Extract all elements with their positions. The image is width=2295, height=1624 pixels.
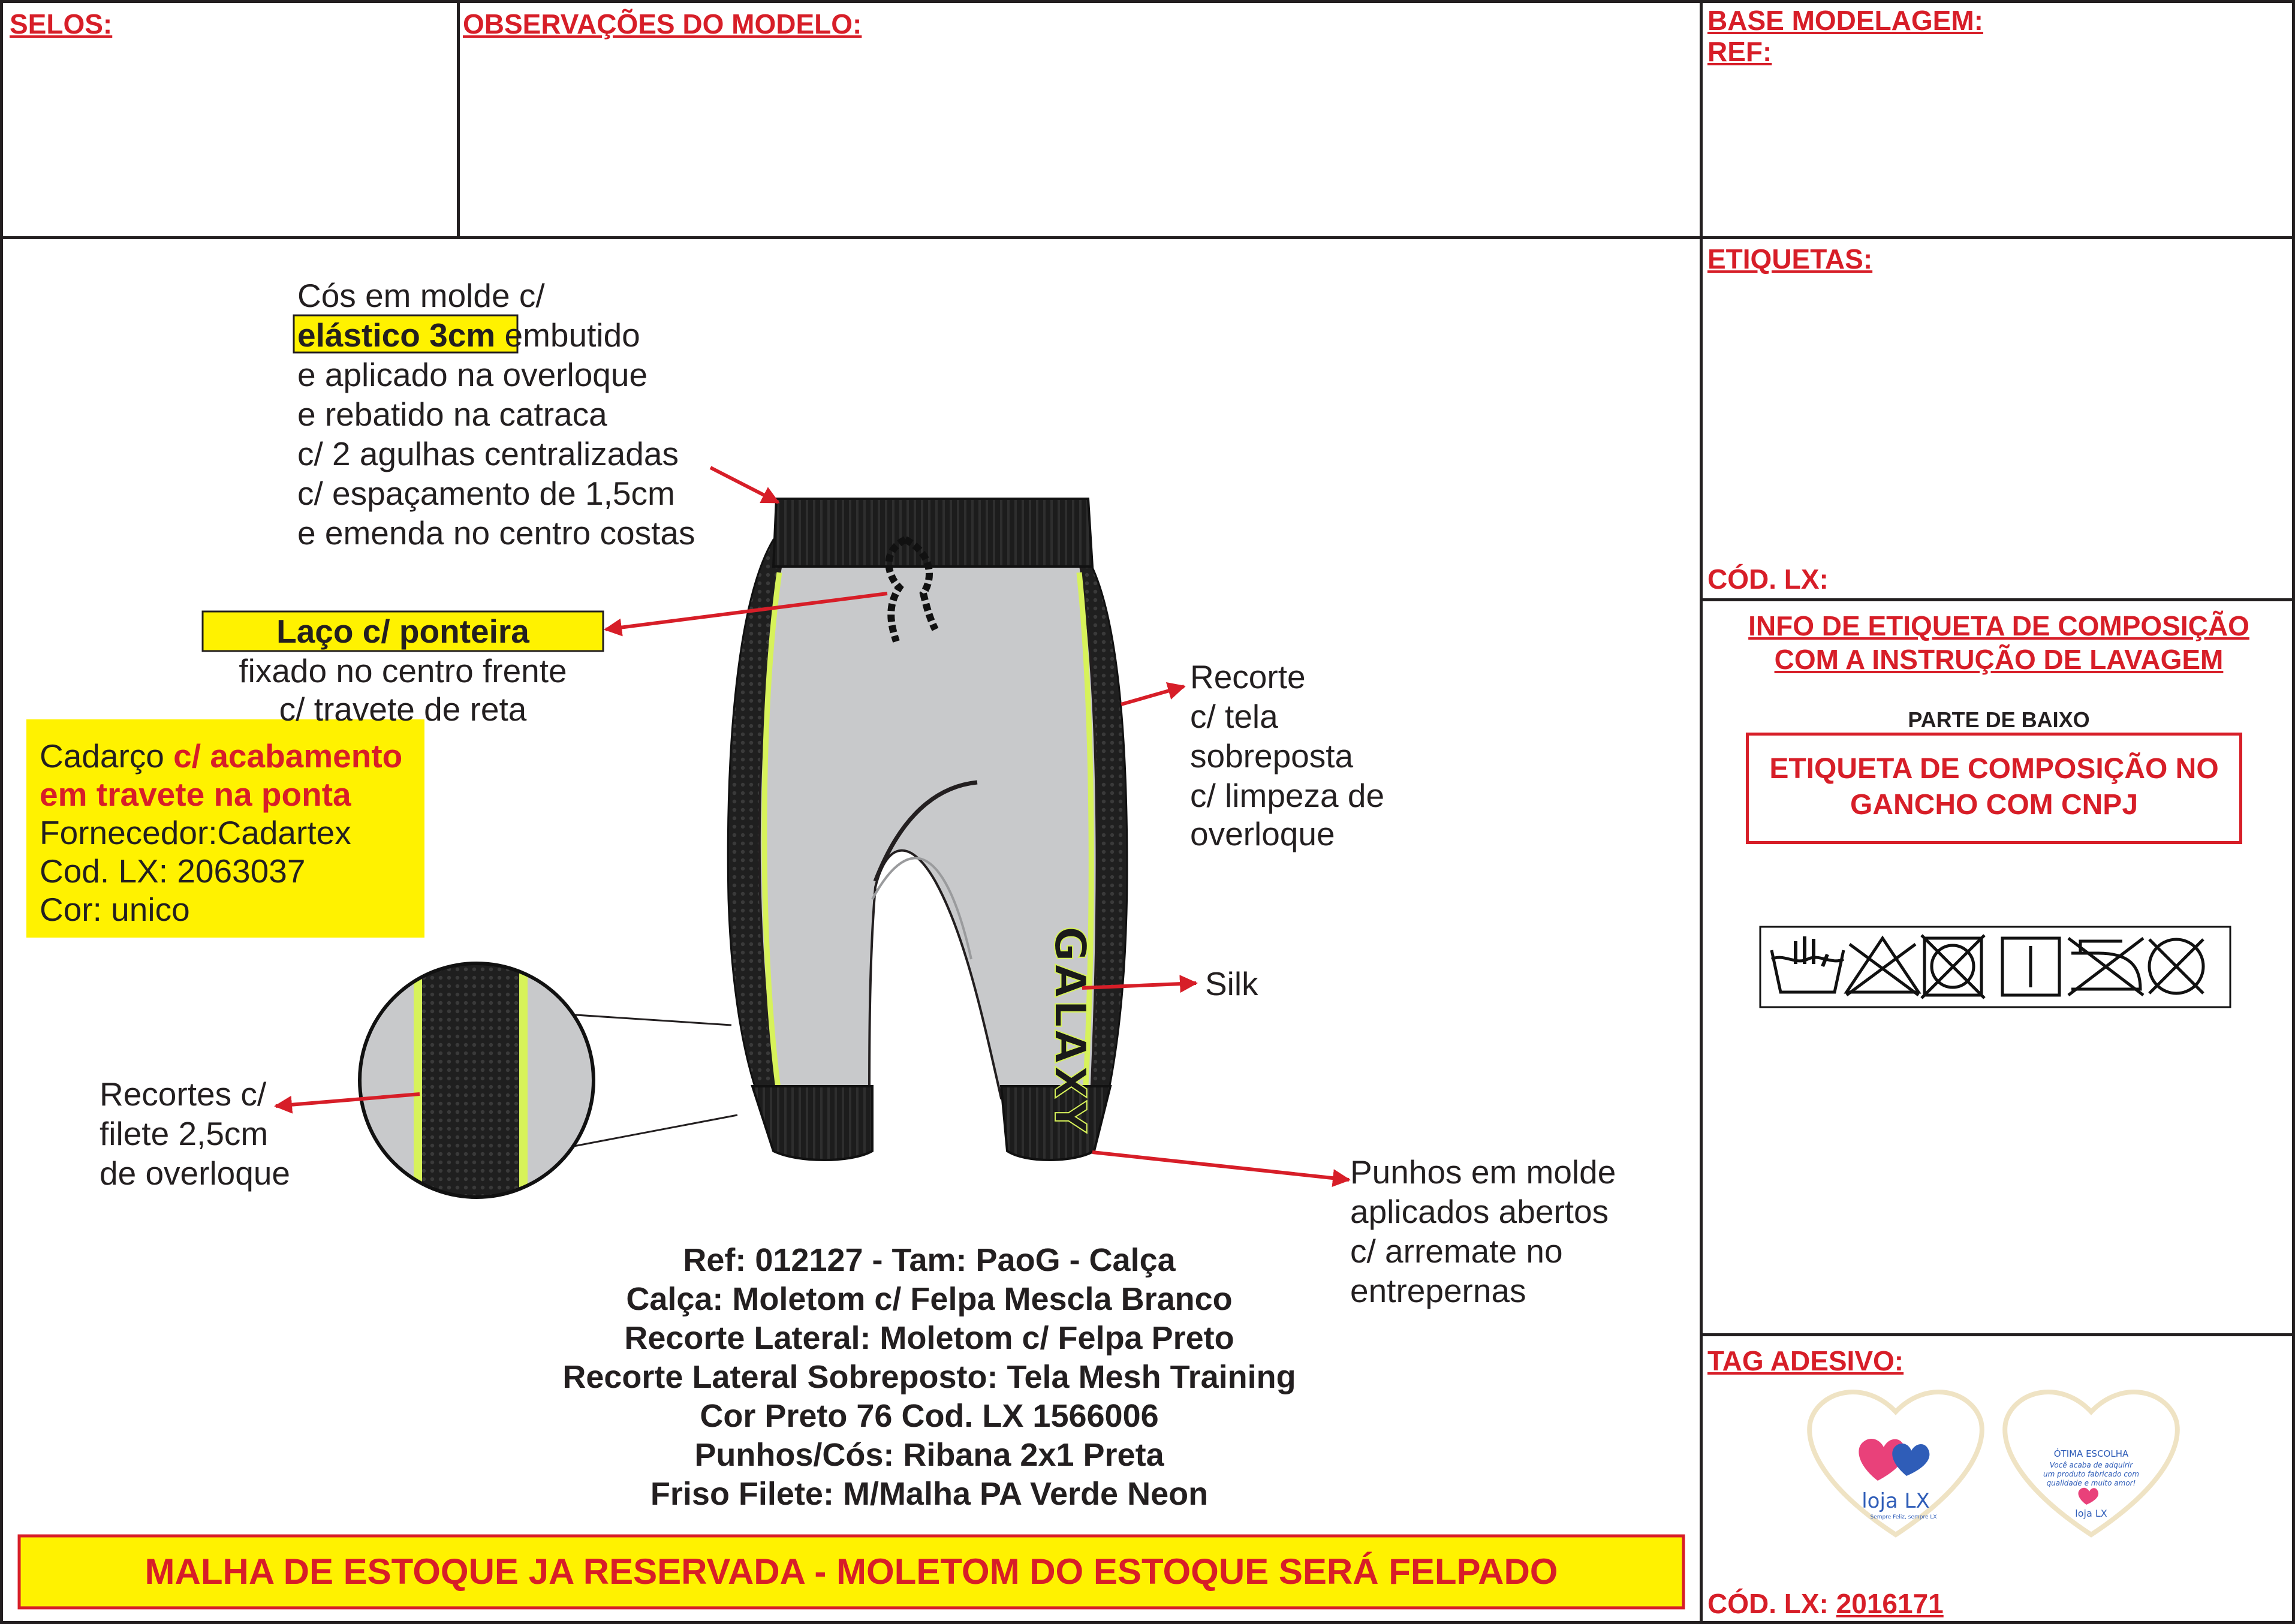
do-not-iron-icon (2068, 938, 2143, 995)
recortes-line-3: de overloque (100, 1155, 291, 1192)
punhos-line-1: Punhos em molde (1350, 1153, 1616, 1191)
tag-adesivo-label: TAG ADESIVO: (1707, 1345, 1904, 1376)
cos-line-3: e aplicado na overloque (297, 356, 648, 393)
tag-adesivo-back (2005, 1392, 2177, 1535)
laco-line-2: c/ travete de reta (279, 691, 527, 728)
spec-friso: Friso Filete: M/Malha PA Verde Neon (650, 1476, 1209, 1512)
cod-lx-bottom-label: CÓD. LX: (1707, 1588, 1829, 1619)
recorte-line-2: c/ tela (1190, 698, 1278, 735)
punhos-line-3: c/ arremate no (1350, 1233, 1563, 1270)
tag-front-sub: Sempre Feliz, sempre LX (1870, 1514, 1937, 1520)
etiqueta-box-line-1: ETIQUETA DE COMPOSIÇÃO NO (1769, 753, 2219, 785)
recortes-line-2: filete 2,5cm (100, 1115, 269, 1152)
cod-lx-label: CÓD. LX: (1707, 564, 1829, 595)
line-dry-icon (2002, 938, 2059, 995)
tag-front-brand: loja LX (1862, 1489, 1930, 1513)
hand-wash-icon (1772, 936, 1844, 992)
silk-print: GALAXY (1045, 926, 1095, 1135)
punhos-line-2: aplicados abertos (1350, 1193, 1609, 1230)
recorte-line-4: c/ limpeza de (1190, 777, 1385, 814)
cadarco-line-5: Cor: unico (40, 891, 190, 928)
laco-title: Laço c/ ponteira (276, 613, 529, 650)
recorte-line-3: sobreposta (1190, 737, 1354, 775)
tag-back-brand: loja LX (2075, 1508, 2107, 1519)
cos-line-1: Cós em molde c/ (297, 277, 545, 314)
cos-line-7: e emenda no centro costas (297, 514, 695, 552)
cadarco-line-1 (40, 736, 402, 776)
left-cuff (752, 1086, 872, 1160)
cos-line-5: c/ 2 agulhas centralizadas (297, 435, 679, 472)
cod-lx-bottom-value: 2016171 (1836, 1588, 1944, 1619)
do-not-tumble-dry-icon (1921, 935, 1984, 998)
tag-back-line-2: um produto fabricado com (2043, 1470, 2139, 1478)
pants-drawing (728, 499, 1127, 1160)
cadarco-line-1a: Cadarço (40, 737, 174, 775)
cos-line-4: e rebatido na catraca (297, 396, 607, 433)
spec-recorte-lateral: Recorte Lateral: Moletom c/ Felpa Preto (624, 1320, 1234, 1356)
spec-punhos: Punhos/Cós: Ribana 2x1 Preta (694, 1437, 1164, 1473)
tag-back-line-3: qualidade e muito amor! (2046, 1479, 2136, 1487)
arrow-punhos (1092, 1152, 1349, 1180)
estoque-banner-text: MALHA DE ESTOQUE JA RESERVADA - MOLETOM DO ESTOQUE SERÁ FELPADO (144, 1551, 1558, 1592)
laco-line-1: fixado no centro frente (239, 652, 567, 689)
ref-label: REF: (1707, 36, 1772, 67)
elastico-highlight-text: elástico 3cm (297, 317, 496, 354)
etiquetas-label: ETIQUETAS: (1707, 243, 1873, 275)
recorte-line-1: Recorte (1190, 658, 1306, 695)
cos-line-2 (297, 315, 640, 355)
tag-back-line-1: Você acaba de adquirir (2049, 1461, 2133, 1469)
cadarco-line-2: em travete na ponta (40, 776, 351, 813)
observacoes-label: OBSERVAÇÕES DO MODELO: (463, 8, 862, 40)
arrow-recorte (1121, 686, 1184, 704)
selos-label: SELOS: (10, 8, 113, 40)
spec-calca: Calça: Moletom c/ Felpa Mescla Branco (626, 1281, 1233, 1317)
silk-label: Silk (1205, 965, 1258, 1002)
do-not-dry-clean-icon (2149, 939, 2203, 993)
waistband (773, 499, 1092, 567)
spec-recorte-sobreposto: Recorte Lateral Sobreposto: Tela Mesh Training (562, 1359, 1296, 1395)
cadarco-line-4: Cod. LX: 2063037 (40, 852, 306, 890)
punhos-line-4: entrepernas (1350, 1272, 1526, 1309)
spec-ref: Ref: 012127 - Tam: PaoG - Calça (683, 1242, 1176, 1278)
recorte-line-5: overloque (1190, 815, 1335, 852)
cos-line-2-rest: embutido (504, 317, 640, 354)
parte-de-baixo-label: PARTE DE BAIXO (1908, 707, 2090, 732)
info-composicao-title-2: COM A INSTRUÇÃO DE LAVAGEM (1774, 644, 2224, 675)
cadarco-line-1b: c/ acabamento (173, 737, 403, 775)
do-not-bleach-icon (1847, 938, 1918, 995)
base-modelagem-label: BASE MODELAGEM: (1707, 5, 1983, 36)
etiqueta-box-line-2: GANCHO COM CNPJ (1850, 789, 2139, 821)
detail-zoom (360, 959, 737, 1211)
recortes-line-1: Recortes c/ (100, 1075, 267, 1113)
tag-back-title: ÓTIMA ESCOLHA (2053, 1448, 2129, 1459)
cos-line-6: c/ espaçamento de 1,5cm (297, 475, 675, 512)
tag-adesivo-front (1809, 1392, 1982, 1535)
spec-cor: Cor Preto 76 Cod. LX 1566006 (700, 1398, 1159, 1434)
cadarco-line-3: Fornecedor:Cadartex (40, 814, 351, 851)
arrow-cos (710, 468, 778, 502)
info-composicao-title-1: INFO DE ETIQUETA DE COMPOSIÇÃO (1748, 610, 2249, 641)
care-symbols (1760, 927, 2230, 1007)
